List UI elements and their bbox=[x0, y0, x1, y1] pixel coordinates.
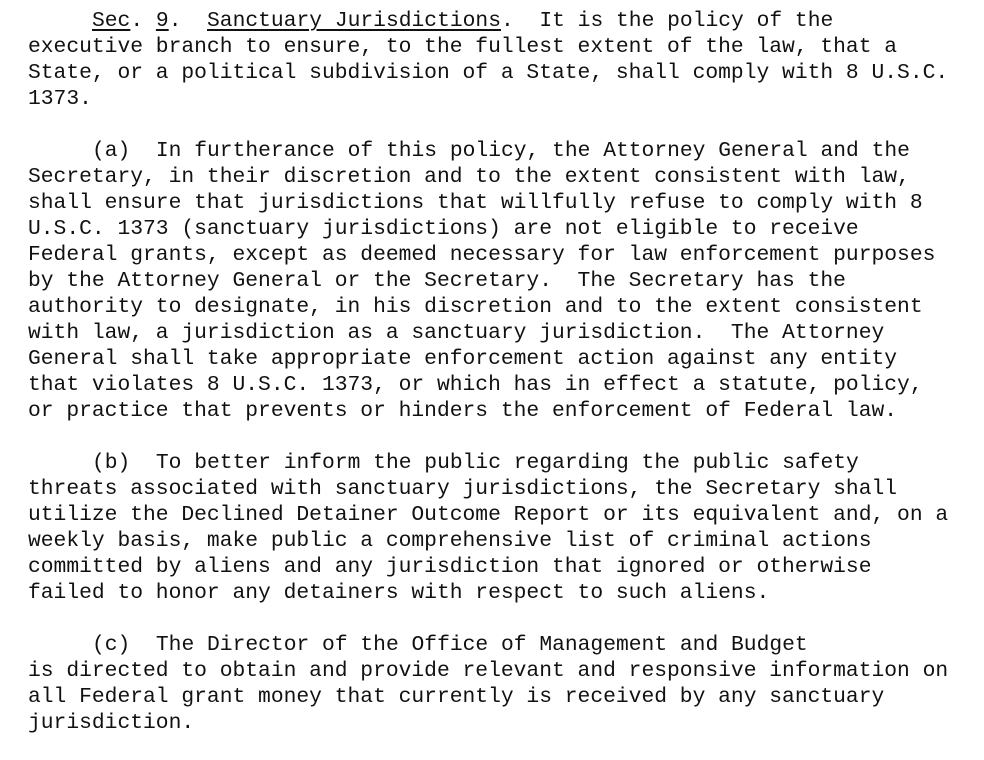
paragraph-spacer bbox=[28, 606, 984, 632]
paragraph-a-first-text: In furtherance of this policy, the Attorney General and the bbox=[155, 139, 910, 163]
section-text-line: 1373. bbox=[28, 87, 92, 111]
paragraph-b-first-line bbox=[28, 450, 984, 476]
paragraph-c-line: is directed to obtain and provide relevant and responsive information on bbox=[28, 659, 949, 683]
paragraph-a-line: General shall take appropriate enforcement action against any entity bbox=[28, 347, 898, 371]
paragraph-b-marker: (b) bbox=[92, 451, 131, 475]
paragraph-spacer bbox=[28, 424, 984, 450]
paragraph-c-marker: (c) bbox=[92, 633, 131, 657]
paragraph-c-first-line bbox=[28, 632, 984, 658]
paragraph-a-line: Secretary, in their discretion and to the extent consistent with law, bbox=[28, 165, 910, 189]
paragraph-a-line: U.S.C. 1373 (sanctuary jurisdictions) are not eligible to receive bbox=[28, 217, 859, 241]
paragraph-b-line: weekly basis, make public a comprehensive list of criminal actions bbox=[28, 529, 872, 553]
paragraph-b-line: utilize the Declined Detainer Outcome Report or its equivalent and, on a bbox=[28, 503, 949, 527]
section-title: Sanctuary Jurisdictions bbox=[207, 9, 501, 33]
paragraph-a-first-line bbox=[28, 138, 984, 164]
paragraph-a-line: that violates 8 U.S.C. 1373, or which has in effect a statute, policy, bbox=[28, 373, 923, 397]
paragraph-a-line: with law, a jurisdiction as a sanctuary jurisdiction. The Attorney bbox=[28, 321, 885, 345]
paragraph-c-line: all Federal grant money that currently is received by any sanctuary bbox=[28, 685, 885, 709]
paragraph-a-line: authority to designate, in his discretion and to the extent consistent bbox=[28, 295, 923, 319]
paragraph-a-line: Federal grants, except as deemed necessary for law enforcement purposes bbox=[28, 243, 936, 267]
paragraph-spacer bbox=[28, 112, 984, 138]
paragraph-c-first-text: The Director of the Office of Management and Budget bbox=[155, 633, 808, 657]
section-heading-text: It is the policy of the bbox=[539, 9, 834, 33]
section-label: Sec bbox=[92, 9, 131, 33]
paragraph-a-line: by the Attorney General or the Secretary. The Secretary has the bbox=[28, 269, 846, 293]
paragraph-b-line: failed to honor any detainers with respect to such aliens. bbox=[28, 581, 770, 605]
paragraph-b-line: committed by aliens and any jurisdiction that ignored or otherwise bbox=[28, 555, 872, 579]
paragraph-b-line: threats associated with sanctuary jurisdictions, the Secretary shall bbox=[28, 477, 898, 501]
paragraph-a-line: or practice that prevents or hinders the enforcement of Federal law. bbox=[28, 399, 898, 423]
paragraph-c-line: jurisdiction. bbox=[28, 711, 195, 735]
section-text-line: State, or a political subdivision of a State, shall comply with 8 U.S.C. bbox=[28, 61, 949, 85]
paragraph-a-line: shall ensure that jurisdictions that willfully refuse to comply with 8 bbox=[28, 191, 923, 215]
section-text-line: executive branch to ensure, to the fullest extent of the law, that a bbox=[28, 35, 898, 59]
section-heading-line: Sec. 9. Sanctuary Jurisdictions. It is the policy of the bbox=[92, 9, 834, 33]
section-number: 9 bbox=[155, 9, 169, 33]
paragraph-a-marker: (a) bbox=[92, 139, 131, 163]
paragraph-b-first-text: To better inform the public regarding the public safety bbox=[155, 451, 859, 475]
